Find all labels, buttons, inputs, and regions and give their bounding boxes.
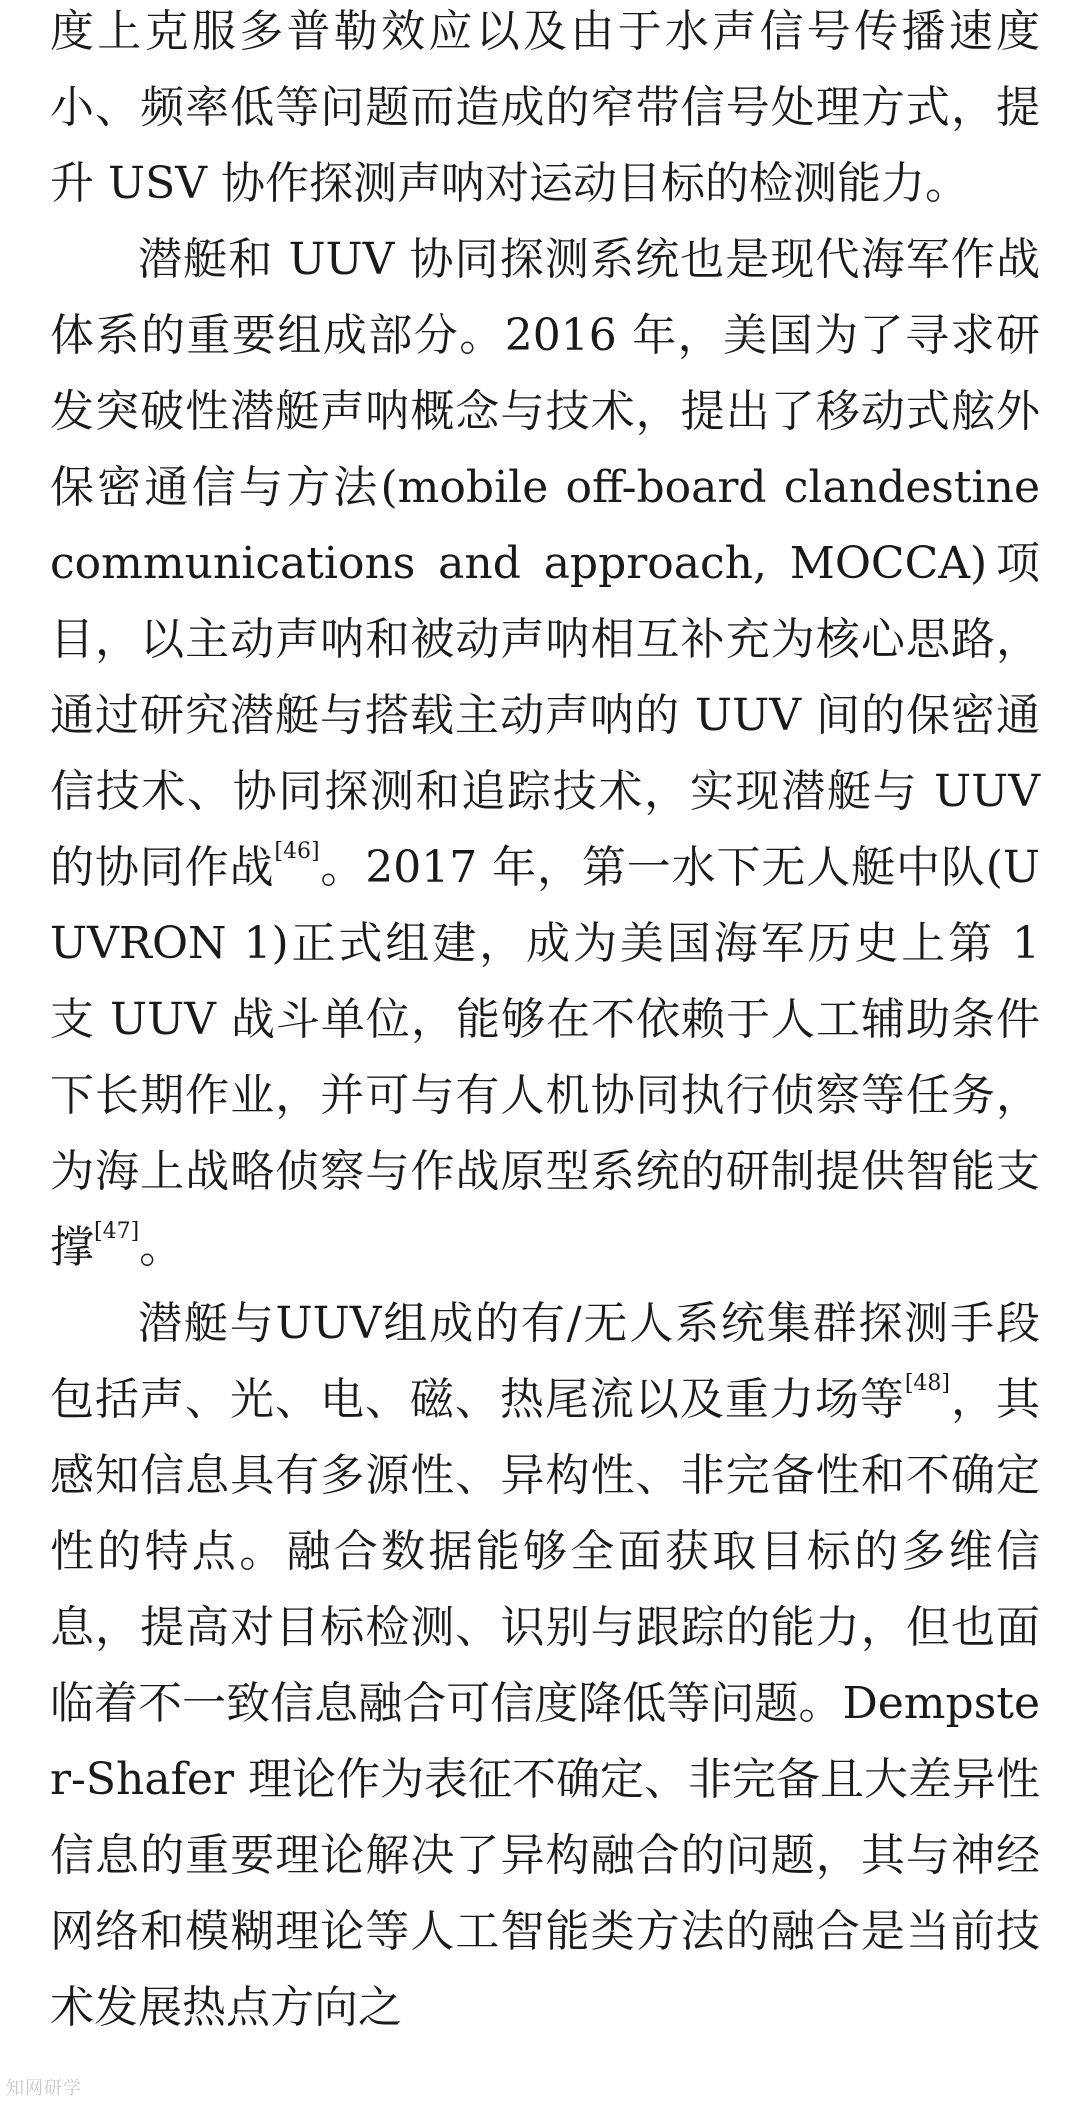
paragraph-text: 度上克服多普勒效应以及由于水声信号传播速度小、频率低等问题而造成的窄带信号处理方式，提升 USV 协作探测声呐对运动目标的检测能力。: [50, 6, 1040, 209]
paragraph-3: [50, 1286, 1040, 2046]
paragraph-text: ，其感知信息具有多源性、异构性、非完备性和不确定性的特点。融合数据能够全面获取目标的多维信息，提高对目标检测、识别与跟踪的能力，但也面临着不一致信息融合可信度降低等问题。Dempster-Shafer 理论作为表征不确定、非完备且大差异性信息的重要理论解决了异构融合的问题，其与神经网络和模糊理论等人工智能类方法的融合是当前技术发展热点方向之: [50, 1374, 1040, 2033]
paragraph-text: 潜艇与UUV组成的有/无人系统集群探测手段包括声、光、电、磁、热尾流以及重力场等: [50, 1298, 1040, 1425]
watermark-logo: 知网研学: [6, 2078, 82, 2099]
paragraph-text: 。: [139, 1222, 184, 1273]
paragraph-text: 。2017 年，第一水下无人艇中队(UUVRON 1)正式组建，成为美国海军历史上第 1 支 UUV 战斗单位，能够在不依赖于人工辅助条件下长期作业，并可与有人机协同执行侦察等任务，为海上战略侦察与作战原型系统的研制提供智能支撑: [50, 842, 1040, 1273]
citation-47[interactable]: [47]: [94, 1219, 140, 1244]
paragraph-text: 潜艇和 UUV 协同探测系统也是现代海军作战体系的重要组成部分。2016 年，美国为了寻求研发突破性潜艇声呐概念与技术，提出了移动式舷外保密通信与方法(mobile off-board clandestine communications and approach, MOCCA)项目，以主动声呐和被动声呐相互补充为核心思路，通过研究潜艇与搭载主动声呐的 UUV 间的保密通信技术、协同探测和追踪技术，实现潜艇与 UUV 的协同作战: [50, 234, 1040, 893]
citation-48[interactable]: [48]: [904, 1371, 951, 1396]
document-body: [50, 0, 1040, 2046]
citation-46[interactable]: [46]: [274, 839, 320, 864]
paragraph-2: [50, 222, 1040, 1286]
paragraph-1: [50, 0, 1040, 222]
